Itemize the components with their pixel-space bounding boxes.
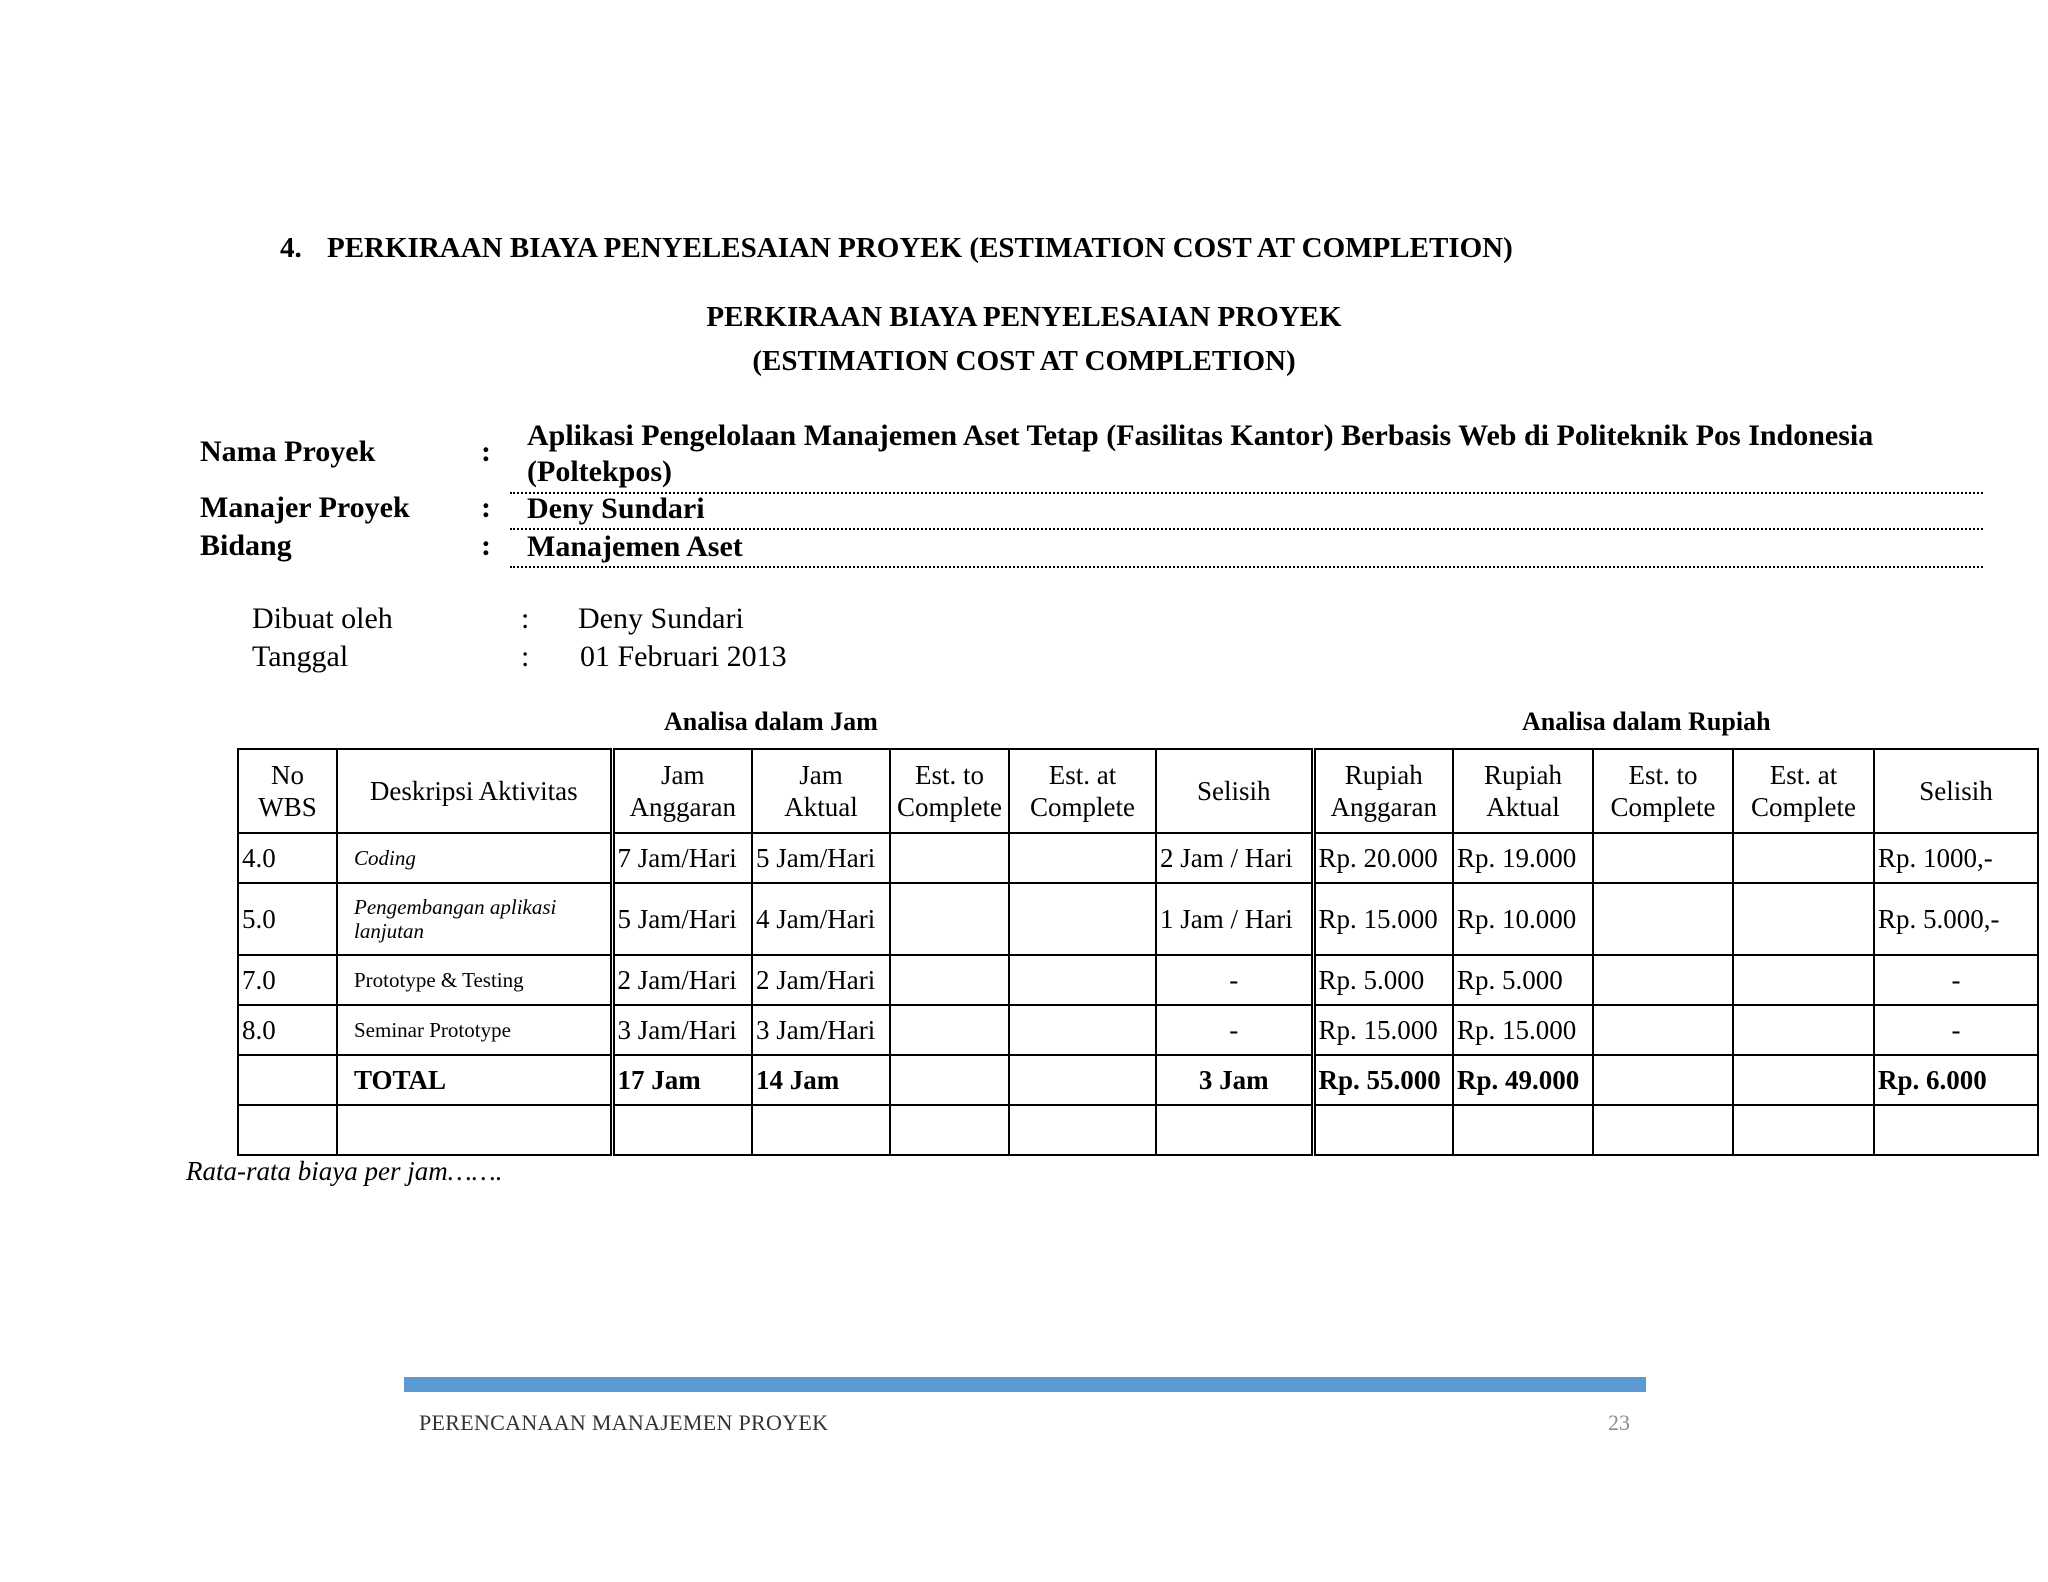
header-rupiah-selisih: Selisih <box>1874 749 2038 833</box>
tanggal-value: 01 Februari 2013 <box>580 640 787 673</box>
empty-cell <box>1593 1105 1733 1155</box>
cell-selisih: - <box>1156 955 1313 1005</box>
cell-jam-aktual: 5 Jam/Hari <box>752 833 890 883</box>
dotted-divider <box>510 492 1983 494</box>
header-rupiah-est-at-complete: Est. at Complete <box>1733 749 1874 833</box>
header-jam-anggaran: Jam Anggaran <box>612 749 752 833</box>
footer-bar <box>404 1377 1646 1392</box>
header-est-at-complete: Est. at Complete <box>1009 749 1156 833</box>
cell-jam-aktual: 3 Jam/Hari <box>752 1005 890 1055</box>
dibuat-oleh-label: Dibuat oleh <box>252 602 393 635</box>
dibuat-oleh-colon: : <box>521 602 530 635</box>
table-total-row <box>238 1055 2038 1105</box>
empty-cell <box>1453 1105 1593 1155</box>
cell-wbs: 5.0 <box>238 883 337 955</box>
cell-rp-anggaran: Rp. 5.000 <box>1313 955 1453 1005</box>
empty-cell <box>890 1105 1009 1155</box>
total-label: TOTAL <box>337 1055 612 1105</box>
empty-cell <box>1733 1105 1874 1155</box>
empty-cell <box>612 1105 752 1155</box>
total-rp-aktual: Rp. 49.000 <box>1453 1055 1593 1105</box>
analysis-rupiah-heading: Analisa dalam Rupiah <box>1522 707 1771 736</box>
empty-cell <box>752 1105 890 1155</box>
doc-title-line2: (ESTIMATION COST AT COMPLETION) <box>752 345 1296 377</box>
cell-rp-est-to <box>1593 955 1733 1005</box>
dibuat-oleh-value: Deny Sundari <box>578 602 744 635</box>
table-row <box>238 833 2038 883</box>
header-rupiah-est-to-complete: Est. to Complete <box>1593 749 1733 833</box>
empty-cell <box>1874 1105 2038 1155</box>
cell-rp-selisih: - <box>1874 955 2038 1005</box>
cell-rp-selisih: Rp. 5.000,- <box>1874 883 2038 955</box>
table-row <box>238 883 2038 955</box>
cell-jam-anggaran: 2 Jam/Hari <box>612 955 752 1005</box>
cell-wbs: 4.0 <box>238 833 337 883</box>
cell-wbs: 7.0 <box>238 955 337 1005</box>
nama-proyek-value: Aplikasi Pengelolaan Manajemen Aset Tetap (Fasilitas Kantor) Berbasis Web di Politeknik Pos Indonesia (Poltekpos) <box>527 419 1874 488</box>
cell-rp-est-at <box>1733 955 1874 1005</box>
total-rp-anggaran: Rp. 55.000 <box>1313 1055 1453 1105</box>
cell-rp-aktual: Rp. 10.000 <box>1453 883 1593 955</box>
cell-est-to <box>890 1005 1009 1055</box>
header-deskripsi: Deskripsi Aktivitas <box>337 749 612 833</box>
analysis-jam-heading: Analisa dalam Jam <box>664 707 878 736</box>
header-rupiah-aktual: Rupiah Aktual <box>1453 749 1593 833</box>
cell-desc: Prototype & Testing <box>337 955 612 1005</box>
cell-rp-anggaran: Rp. 15.000 <box>1313 883 1453 955</box>
cell-est-to <box>890 955 1009 1005</box>
manajer-proyek-colon: : <box>481 491 491 524</box>
cell-est-at <box>1009 1055 1156 1105</box>
empty-cell <box>1009 1105 1156 1155</box>
empty-cell <box>1313 1105 1453 1155</box>
table-row <box>238 1005 2038 1055</box>
cell-rp-est-to <box>1593 1055 1733 1105</box>
cell-rp-est-to <box>1593 833 1733 883</box>
header-selisih: Selisih <box>1156 749 1313 833</box>
cell-est-at <box>1009 883 1156 955</box>
total-jam-anggaran: 17 Jam <box>612 1055 752 1105</box>
cell-jam-anggaran: 5 Jam/Hari <box>612 883 752 955</box>
total-rp-selisih: Rp. 6.000 <box>1874 1055 2038 1105</box>
header-rupiah-anggaran: Rupiah Anggaran <box>1313 749 1453 833</box>
cell-est-to <box>890 883 1009 955</box>
table-empty-row <box>238 1105 2038 1155</box>
cell-rp-selisih: - <box>1874 1005 2038 1055</box>
footer-text: PERENCANAAN MANAJEMEN PROYEK <box>419 1410 829 1435</box>
empty-cell <box>337 1105 612 1155</box>
cell-rp-est-at <box>1733 1055 1874 1105</box>
cell-est-to <box>890 833 1009 883</box>
cell-est-to <box>890 1055 1009 1105</box>
bidang-label: Bidang <box>200 529 292 562</box>
cell-rp-est-to <box>1593 883 1733 955</box>
cell-est-at <box>1009 1005 1156 1055</box>
cell-jam-anggaran: 7 Jam/Hari <box>612 833 752 883</box>
section-number: 4. <box>280 232 302 264</box>
cell-wbs <box>238 1055 337 1105</box>
header-est-to-complete: Est. to Complete <box>890 749 1009 833</box>
nama-proyek-label: Nama Proyek <box>200 435 376 468</box>
header-jam-aktual: Jam Aktual <box>752 749 890 833</box>
cell-wbs: 8.0 <box>238 1005 337 1055</box>
header-no-wbs: No WBS <box>238 749 337 833</box>
page-number: 23 <box>1608 1410 1630 1435</box>
cell-rp-aktual: Rp. 5.000 <box>1453 955 1593 1005</box>
cell-rp-est-to <box>1593 1005 1733 1055</box>
cell-est-at <box>1009 955 1156 1005</box>
tanggal-label: Tanggal <box>252 640 349 673</box>
cell-desc: Pengembangan aplikasi lanjutan <box>337 883 612 955</box>
cell-jam-anggaran: 3 Jam/Hari <box>612 1005 752 1055</box>
cell-jam-aktual: 4 Jam/Hari <box>752 883 890 955</box>
dotted-divider <box>510 566 1983 568</box>
table-row <box>238 955 2038 1005</box>
cell-rp-aktual: Rp. 15.000 <box>1453 1005 1593 1055</box>
section-heading <box>280 232 1513 265</box>
total-selisih: 3 Jam <box>1156 1055 1313 1105</box>
cell-desc: Coding <box>337 833 612 883</box>
cell-desc: Seminar Prototype <box>337 1005 612 1055</box>
footnote: Rata-rata biaya per jam……. <box>186 1156 503 1186</box>
cell-jam-aktual: 2 Jam/Hari <box>752 955 890 1005</box>
manajer-proyek-value: Deny Sundari <box>527 492 705 525</box>
section-title: PERKIRAAN BIAYA PENYELESAIAN PROYEK (ESTIMATION COST AT COMPLETION) <box>327 232 1513 264</box>
manajer-proyek-label: Manajer Proyek <box>200 491 410 524</box>
empty-cell <box>238 1105 337 1155</box>
empty-cell <box>1156 1105 1313 1155</box>
cell-rp-anggaran: Rp. 15.000 <box>1313 1005 1453 1055</box>
tanggal-colon: : <box>521 640 530 673</box>
nama-proyek-colon: : <box>481 435 491 468</box>
cell-rp-est-at <box>1733 1005 1874 1055</box>
cell-selisih: - <box>1156 1005 1313 1055</box>
cell-est-at <box>1009 833 1156 883</box>
cell-rp-est-at <box>1733 833 1874 883</box>
cell-rp-est-at <box>1733 883 1874 955</box>
cell-rp-aktual: Rp. 19.000 <box>1453 833 1593 883</box>
bidang-value: Manajemen Aset <box>527 530 743 563</box>
cell-rp-selisih: Rp. 1000,- <box>1874 833 2038 883</box>
cell-selisih: 2 Jam / Hari <box>1156 833 1313 883</box>
table-header-row <box>238 749 2038 833</box>
total-jam-aktual: 14 Jam <box>752 1055 890 1105</box>
cost-estimation-table <box>237 748 2039 1156</box>
bidang-colon: : <box>481 529 491 562</box>
doc-title-line1: PERKIRAAN BIAYA PENYELESAIAN PROYEK <box>706 301 1342 333</box>
cell-selisih: 1 Jam / Hari <box>1156 883 1313 955</box>
cell-rp-anggaran: Rp. 20.000 <box>1313 833 1453 883</box>
